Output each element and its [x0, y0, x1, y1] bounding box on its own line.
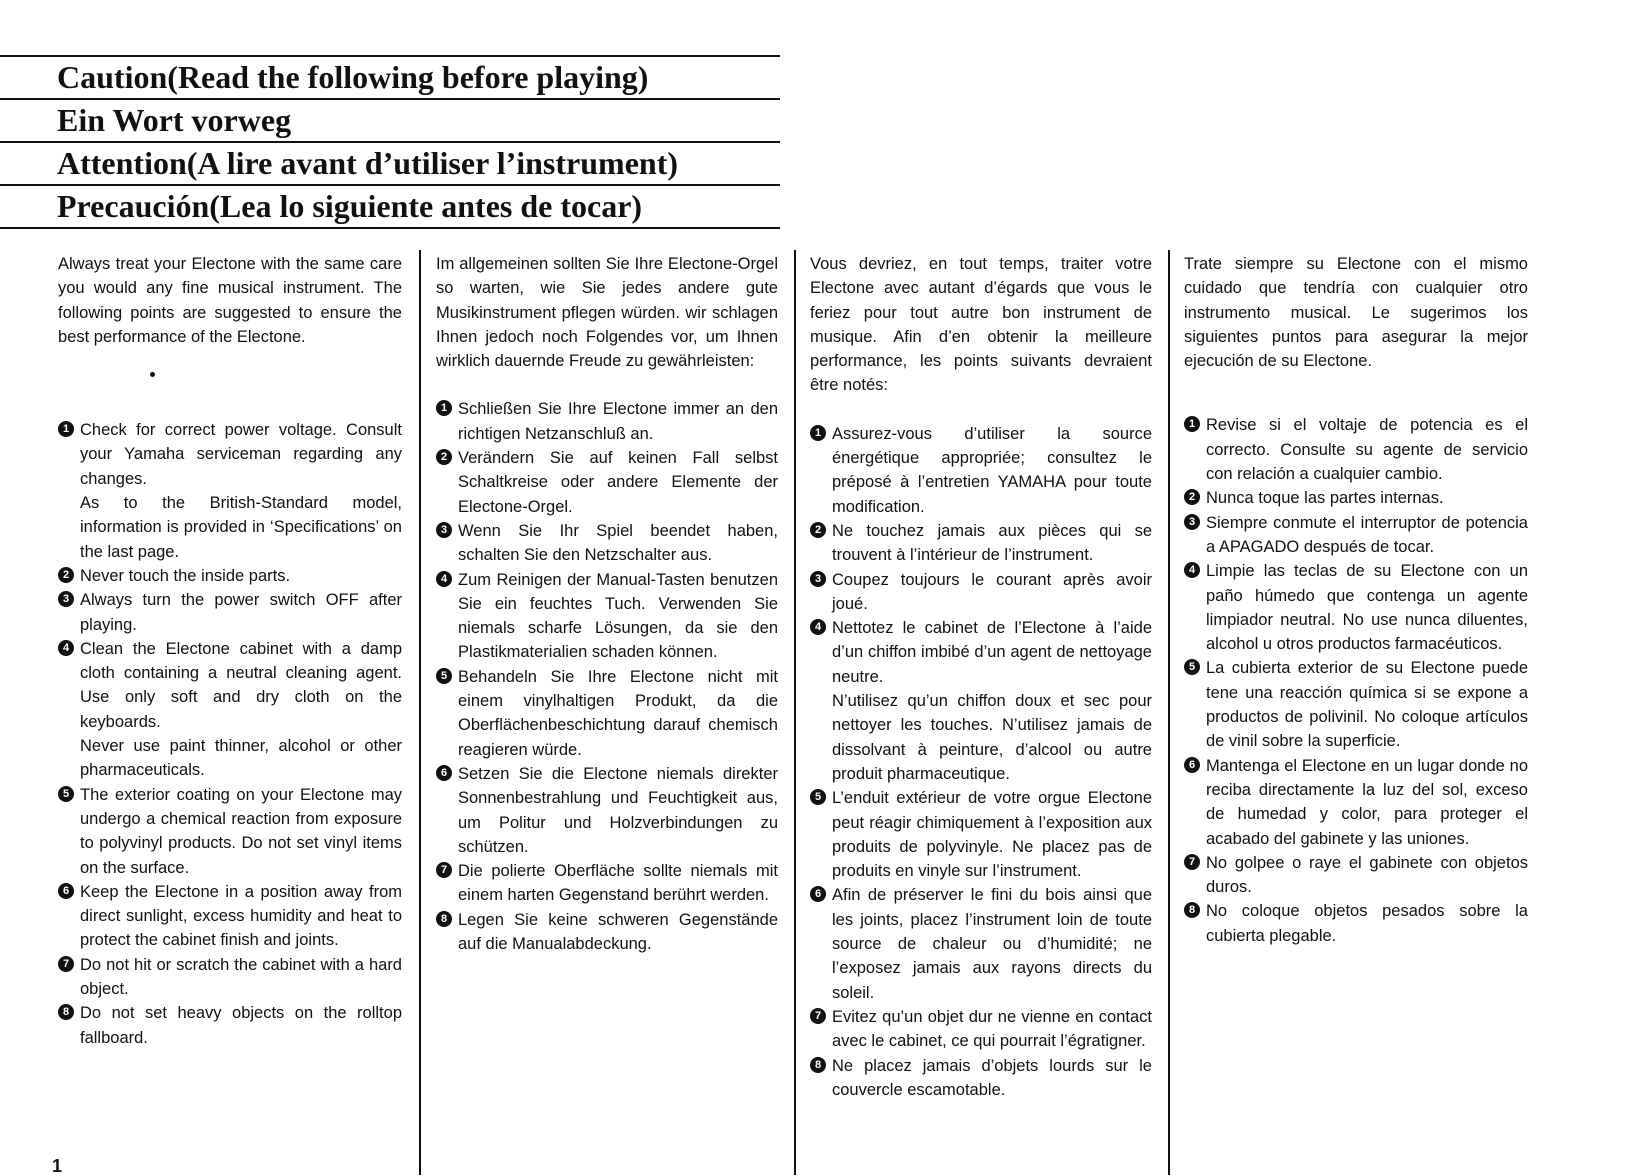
number-3-icon: 3: [810, 571, 826, 587]
item-subtext: As to the British-Standard model, information is provided in ‘Specifications’ on the last page.: [80, 494, 402, 561]
number-1-icon: 1: [810, 425, 826, 441]
column-divider: [1168, 250, 1170, 1175]
number-5-icon: 5: [810, 789, 826, 805]
item-text: Nettotez le cabinet de l’Electone à l’aide d’un chiffon imbibé d’un agent de nettoyage neutre.: [832, 619, 1152, 686]
item-text: Clean the Electone cabinet with a damp cloth containing a neutral cleaning agent. Use only soft and dry cloth on the keyboards.: [80, 639, 402, 731]
item-text: La cubierta exterior de su Electone puede tene una reacción química si se expone a productos de polivinil. No coloque artículos de vinil sobre la superficie.: [1206, 659, 1528, 751]
item-text: Siempre conmute el interruptor de potencia a APAGADO después de tocar.: [1206, 513, 1528, 556]
list-item: [436, 446, 778, 519]
item-text: Nunca toque las partes internas.: [1206, 489, 1444, 508]
number-4-icon: 4: [436, 571, 452, 587]
number-2-icon: 2: [436, 449, 452, 465]
number-7-icon: 7: [1184, 854, 1200, 870]
page-number: 1: [52, 1156, 63, 1176]
item-text: Wenn Sie Ihr Spiel beendet haben, schalten Sie den Netzschalter aus.: [458, 521, 778, 565]
list-french: [810, 422, 1152, 1102]
item-text: Limpie las teclas de su Electone con un paño húmedo que contenga un agente limpiador neutral. No use nunca diluentes, alcohol u otros productos farmacéuticos.: [1206, 562, 1528, 654]
title-french-text: Attention(A lire avant d’utiliser l’instrument): [57, 145, 678, 181]
list-item: [1184, 413, 1528, 486]
list-item: [1184, 754, 1528, 851]
item-text: Never touch the inside parts.: [80, 566, 291, 585]
number-8-icon: 8: [436, 911, 452, 927]
stray-dot: [150, 372, 155, 377]
item-text: No coloque objetos pesados sobre la cubierta plegable.: [1206, 902, 1528, 945]
number-4-icon: 4: [1184, 562, 1200, 578]
list-german: [436, 397, 778, 956]
number-5-icon: 5: [1184, 659, 1200, 675]
item-subtext: N’utilisez qu’un chiffon doux et sec pour nettoyer les touches. N’utilisez jamais de dissolvant à peinture, d’alcool ou autre produit pharmaceutique.: [832, 692, 1152, 783]
number-1-icon: 1: [1184, 416, 1200, 432]
list-item: [58, 953, 402, 1002]
title-french: [0, 141, 780, 184]
number-3-icon: 3: [1184, 514, 1200, 530]
item-text: Revise si el voltaje de potencia es el correcto. Consulte su agente de servicio con relación a cualquier cambio.: [1206, 416, 1528, 484]
title-english: [0, 55, 780, 98]
number-2-icon: 2: [58, 567, 74, 583]
list-item: [436, 397, 778, 446]
title-spanish: [0, 184, 780, 229]
column-divider: [419, 250, 421, 1175]
number-7-icon: 7: [436, 862, 452, 878]
list-item: [58, 564, 402, 588]
number-4-icon: 4: [810, 619, 826, 635]
number-7-icon: 7: [58, 956, 74, 972]
list-item: [1184, 899, 1528, 948]
list-item: [810, 568, 1152, 617]
column-spanish: [1184, 252, 1528, 948]
list-item: [1184, 511, 1528, 560]
list-item: [1184, 486, 1528, 510]
list-item: [810, 1005, 1152, 1054]
number-5-icon: 5: [58, 786, 74, 802]
list-item: [1184, 559, 1528, 656]
number-1-icon: 1: [58, 421, 74, 437]
item-text: Behandeln Sie Ihre Electone nicht mit einem vinylhaltigen Produkt, da die Oberflächenbeschichtung darauf chemisch reagieren würde.: [458, 667, 778, 759]
item-text: Always turn the power switch OFF after playing.: [80, 591, 402, 634]
title-english-text: Caution(Read the following before playing): [57, 59, 649, 95]
item-text: The exterior coating on your Electone may undergo a chemical reaction from exposure to polyvinyl products. Do not set vinyl items on the surface.: [80, 785, 402, 877]
list-item: [58, 783, 402, 880]
number-8-icon: 8: [1184, 902, 1200, 918]
item-text: Mantenga el Electone en un lugar donde no reciba directamente la luz del sol, exceso de humedad y color, para proteger el acabado del gabinete y las uniones.: [1206, 756, 1528, 848]
number-6-icon: 6: [436, 765, 452, 781]
item-text: Die polierte Oberfläche sollte niemals mit einem harten Gegenstand berührt werden.: [458, 862, 778, 905]
number-3-icon: 3: [58, 591, 74, 607]
item-text: L’enduit extérieur de votre orgue Electone peut réagir chimiquement à l’exposition aux produits de polyvinyle. Ne placez pas de produits en vinyle sur l’instrument.: [832, 789, 1152, 881]
list-item: [810, 616, 1152, 786]
number-4-icon: 4: [58, 640, 74, 656]
column-french: [810, 252, 1152, 1102]
number-6-icon: 6: [810, 886, 826, 902]
number-5-icon: 5: [436, 668, 452, 684]
list-item: [436, 908, 778, 957]
title-german-text: Ein Wort vorweg: [57, 102, 292, 138]
intro-french: Vous devriez, en tout temps, traiter votre Electone avec autant d’égards que vous le feriez pour tout autre bon instrument de musique. Afin d’en obtenir la meilleure performance, les points suivants devraient être notés:: [810, 255, 1152, 395]
item-text: Schließen Sie Ihre Electone immer an den richtigen Netzanschluß an.: [458, 400, 778, 443]
list-item: [58, 418, 402, 564]
intro-german: Im allgemeinen sollten Sie Ihre Electone-Orgel so warten, wie Sie jedes andere gute Musikinstrument pflegen würden. wir schlagen Ihnen jedoch noch Folgendes vor, um Ihnen wirklich dauernde Freude zu gewährleisten:: [436, 255, 778, 371]
number-3-icon: 3: [436, 522, 452, 538]
number-7-icon: 7: [810, 1008, 826, 1024]
number-8-icon: 8: [810, 1057, 826, 1073]
list-item: [1184, 851, 1528, 900]
list-item: [58, 880, 402, 953]
list-item: [436, 859, 778, 908]
item-text: Check for correct power voltage. Consult your Yamaha serviceman regarding any changes.: [80, 421, 402, 488]
number-2-icon: 2: [1184, 489, 1200, 505]
item-text: Evitez qu’un objet dur ne vienne en contact avec le cabinet, ce qui pourrait l’égratigner.: [832, 1007, 1152, 1051]
column-german: [436, 252, 778, 956]
list-item: [810, 1054, 1152, 1103]
item-subtext: Never use paint thinner, alcohol or other pharmaceuticals.: [80, 737, 402, 780]
number-6-icon: 6: [58, 883, 74, 899]
list-item: [58, 637, 402, 783]
list-item: [436, 519, 778, 568]
item-text: Legen Sie keine schweren Gegenstände auf die Manualabdeckung.: [458, 910, 778, 954]
list-item: [810, 786, 1152, 883]
item-text: Setzen Sie die Electone niemals direkter Sonnenbestrahlung und Feuchtigkeit aus, um Politur und Holzverbindungen zu schützen.: [458, 764, 778, 856]
list-item: [58, 588, 402, 637]
item-text: Verändern Sie auf keinen Fall selbst Schaltkreise oder andere Elemente der Electone-Orgel.: [458, 449, 778, 516]
list-item: [810, 883, 1152, 1004]
column-divider: [794, 250, 796, 1175]
item-text: Assurez-vous d’utiliser la source énergétique appropriée; consultez le préposé à l’entretien YAMAHA pour toute modification.: [832, 424, 1152, 516]
list-item: [436, 568, 778, 665]
list-item: [436, 762, 778, 859]
number-1-icon: 1: [436, 400, 452, 416]
item-text: Ne placez jamais d’objets lourds sur le couvercle escamotable.: [832, 1056, 1152, 1099]
list-spanish: [1184, 413, 1528, 948]
intro-spanish: Trate siempre su Electone con el mismo cuidado que tendría con cualquier otro instrumento musical. Le sugerimos los siguientes puntos para asegurar la mejor ejecución de su Electone.: [1184, 255, 1528, 371]
item-text: Coupez toujours le courant après avoir joué.: [832, 570, 1152, 613]
intro-english: Always treat your Electone with the same care you would any fine musical instrument. The following points are suggested to ensure the best performance of the Electone.: [58, 255, 402, 346]
list-item: [810, 422, 1152, 519]
item-text: Do not hit or scratch the cabinet with a hard object.: [80, 955, 402, 999]
column-english: [58, 252, 402, 1050]
item-text: Afin de préserver le fini du bois ainsi que les joints, placez l’instrument loin de toute source de chaleur ou d’humidité; ne l’exposez jamais aux rayons directs du soleil.: [832, 886, 1152, 1002]
list-item: [58, 1001, 402, 1050]
item-text: No golpee o raye el gabinete con objetos duros.: [1206, 853, 1528, 897]
list-item: [810, 519, 1152, 568]
item-text: Keep the Electone in a position away from direct sunlight, excess humidity and heat to protect the cabinet finish and joints.: [80, 882, 402, 950]
number-8-icon: 8: [58, 1004, 74, 1020]
title-german: [0, 98, 780, 141]
number-6-icon: 6: [1184, 757, 1200, 773]
number-2-icon: 2: [810, 522, 826, 538]
item-text: Do not set heavy objects on the rolltop fallboard.: [80, 1004, 402, 1047]
title-block: [0, 55, 780, 229]
list-item: [1184, 656, 1528, 753]
item-text: Zum Reinigen der Manual-Tasten benutzen Sie ein feuchtes Tuch. Verwenden Sie niemals scharfe Lösungen, da sie den Plastikmaterialien schaden können.: [458, 570, 778, 662]
list-english: [58, 418, 402, 1050]
item-text: Ne touchez jamais aux pièces qui se trouvent à l’intérieur de l’instrument.: [832, 521, 1152, 565]
title-spanish-text: Precaución(Lea lo siguiente antes de tocar): [57, 188, 643, 224]
list-item: [436, 665, 778, 762]
